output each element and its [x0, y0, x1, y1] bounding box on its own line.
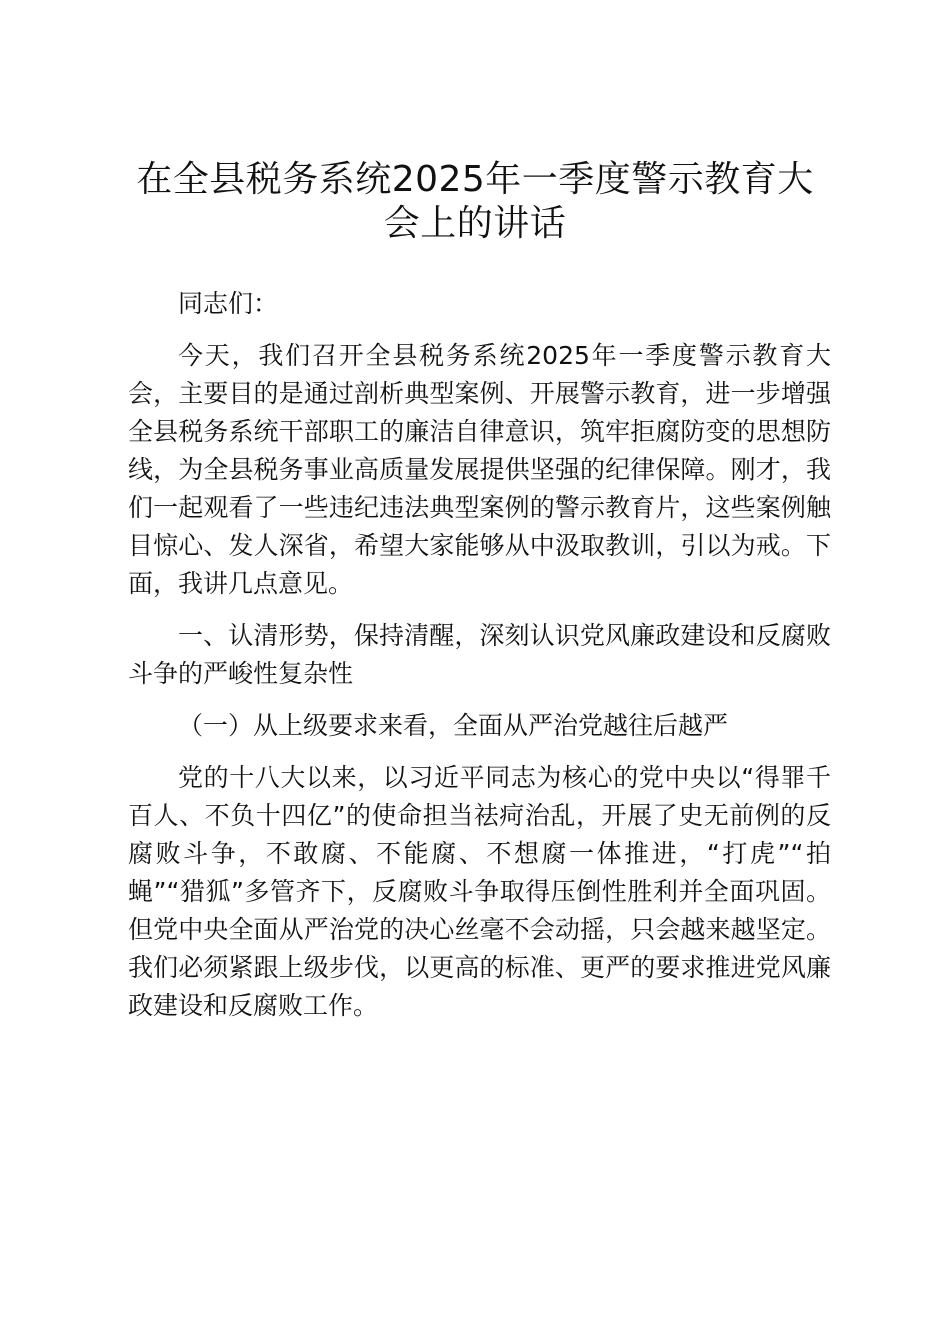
section-heading-1: 一、认清形势，保持清醒，深刻认识党风廉政建设和反腐败斗争的严峻性复杂性: [128, 621, 831, 688]
document-body: [128, 285, 831, 1039]
subsection-heading-1: （一）从上级要求来看，全面从严治党越往后越严: [178, 711, 729, 740]
paragraph-body-1: 党的十八大以来，以习近平同志为核心的党中央以“得罪千百人、不负十四亿”的使命担当祛疴治乱，开展了史无前例的反腐败斗争，不敢腐、不能腐、不想腐一体推进，“打虎”“拍蝇”“猎狐”多管齐下，反腐败斗争取得压倒性胜利并全面巩固。但党中央全面从严治党的决心丝毫不会动摇，只会越来越坚定。我们必须紧跟上级步伐，以更高的标准、更严的要求推进党风廉政建设和反腐败工作。: [128, 763, 831, 1020]
salutation: 同志们：: [178, 289, 279, 318]
paragraph-intro: 今天，我们召开全县税务系统2025年一季度警示教育大会，主要目的是通过剖析典型案例、开展警示教育，进一步增强全县税务系统干部职工的廉洁自律意识，筑牢拒腐防变的思想防线，为全县税务事业高质量发展提供坚强的纪律保障。刚才，我们一起观看了一些违纪违法典型案例的警示教育片，这些案例触目惊心、发人深省，希望大家能够从中汲取教训，引以为戒。下面，我讲几点意见。: [128, 341, 831, 598]
document-title: 在全县税务系统2025年一季度警示教育大会上的讲话: [136, 159, 814, 244]
